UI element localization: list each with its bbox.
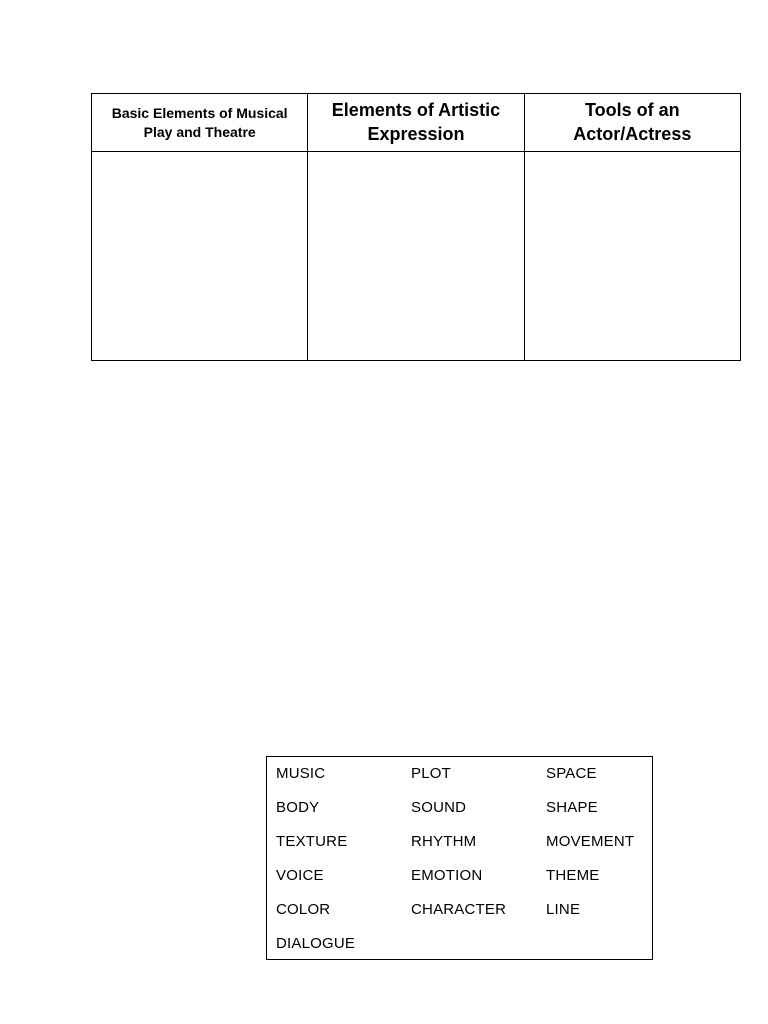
word-bank-item: CHARACTER	[411, 901, 507, 918]
word-bank-item: MUSIC	[276, 765, 326, 782]
word-bank-item: SHAPE	[546, 799, 598, 816]
answer-cell-actor-tools[interactable]	[524, 152, 740, 361]
word-bank-item: PLOT	[411, 765, 451, 782]
header-basic-elements: Basic Elements of Musical Play and Theatre	[92, 94, 308, 152]
word-bank-item: SPACE	[546, 765, 597, 782]
word-bank-item: VOICE	[276, 867, 324, 884]
word-bank-item: LINE	[546, 901, 581, 918]
word-bank-grid	[276, 763, 656, 967]
answer-cell-basic-elements[interactable]	[92, 152, 308, 361]
word-bank-item: SOUND	[411, 799, 467, 816]
word-bank-item: DIALOGUE	[276, 935, 356, 952]
answer-cell-artistic-expression[interactable]	[308, 152, 524, 361]
header-actor-tools: Tools of an Actor/Actress	[524, 94, 740, 152]
word-bank-item: COLOR	[276, 901, 331, 918]
header-artistic-expression: Elements of Artistic Expression	[308, 94, 524, 152]
word-bank-item: BODY	[276, 799, 320, 816]
word-bank-item: TEXTURE	[276, 833, 348, 850]
word-bank-item: THEME	[546, 867, 600, 884]
word-bank-item: EMOTION	[411, 867, 483, 884]
answer-table	[91, 93, 741, 361]
word-bank-item: MOVEMENT	[546, 833, 635, 850]
word-bank-item: RHYTHM	[411, 833, 477, 850]
table-answer-row	[92, 152, 741, 361]
table-header-row	[92, 94, 741, 152]
word-bank-box	[266, 756, 653, 960]
